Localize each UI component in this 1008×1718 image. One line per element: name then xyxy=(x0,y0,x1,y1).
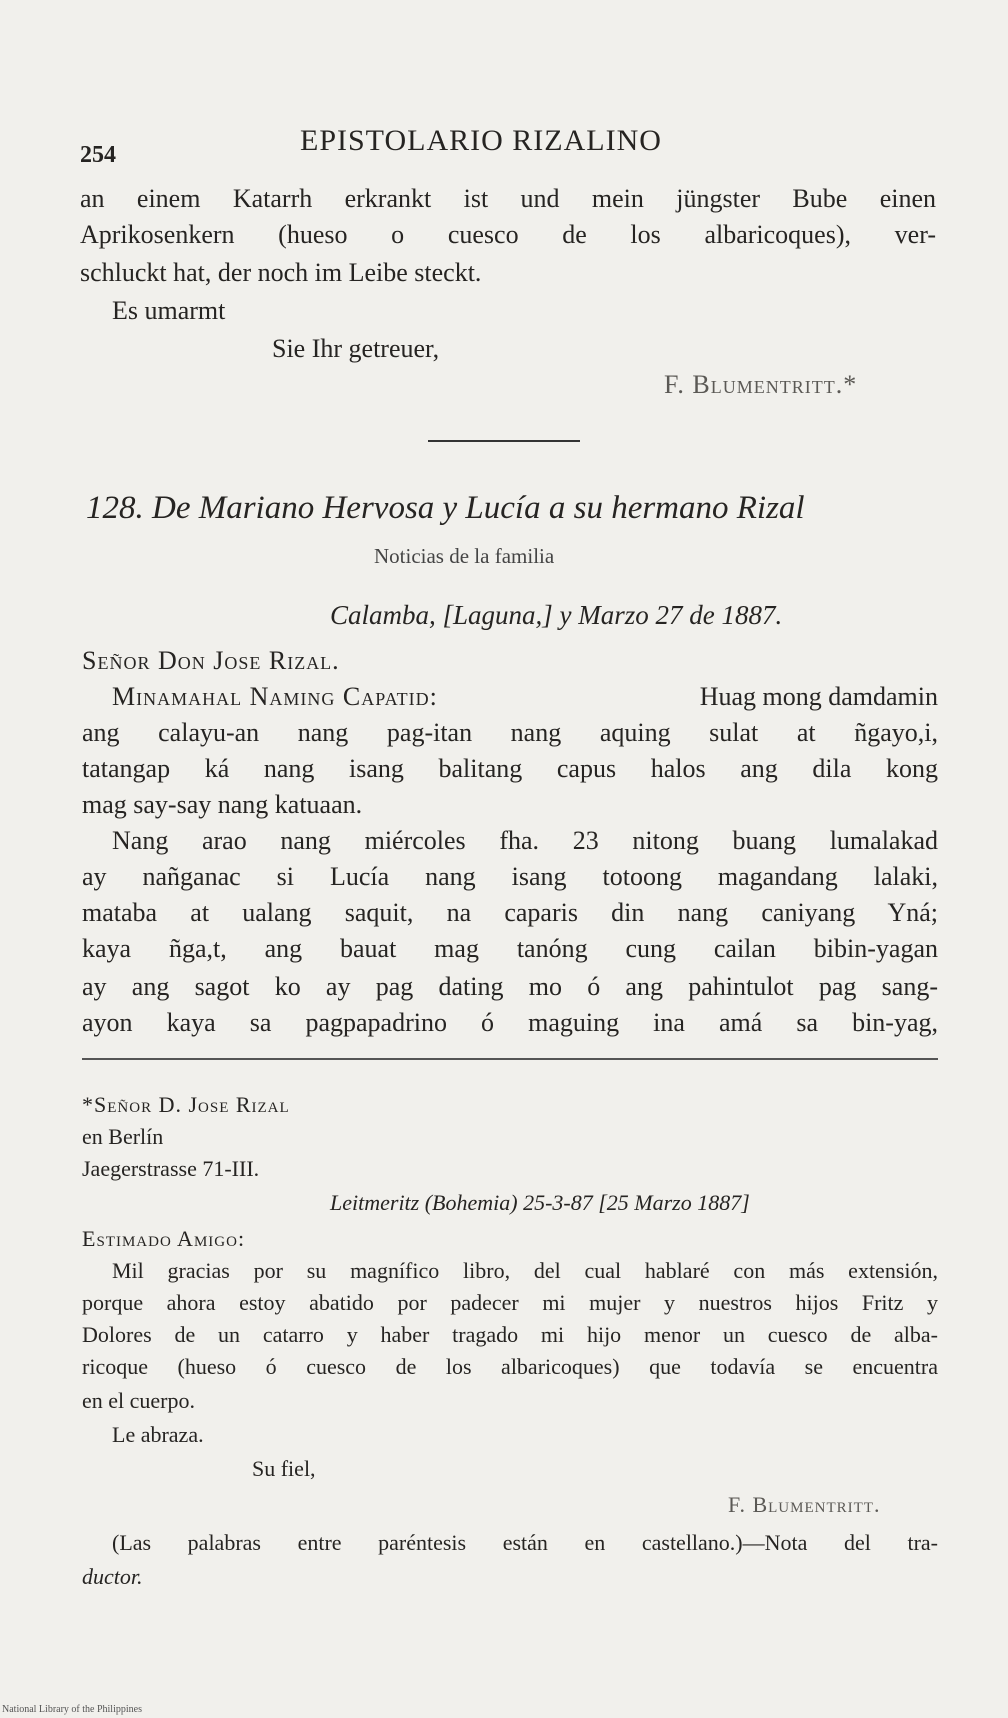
prev-letter-line-3: schluckt hat, der noch im Leibe steckt. xyxy=(80,258,482,287)
paragraph-2-line-1: Nang arao nang miércoles fha. 23 nitong buang lumalakad xyxy=(112,826,938,855)
footnote-salutation: Estimado Amigo: xyxy=(82,1226,246,1251)
footnote-address-1: *Señor D. Jose Rizal xyxy=(82,1092,290,1117)
translator-note-line-2: ductor. xyxy=(82,1564,143,1589)
paragraph-2-line-5: ay ang sagot ko ay pag dating mo ó ang pahintulot pag sang- xyxy=(82,972,938,1001)
page-number: 254 xyxy=(80,142,116,168)
translator-note-line-1: (Las palabras entre paréntesis están en castellano.)—Nota del tra- xyxy=(112,1530,938,1555)
footnote-closing: Le abraza. xyxy=(112,1422,204,1447)
footnote-body-line-3: Dolores de un catarro y haber tragado mi hijo menor un cuesco de alba- xyxy=(82,1322,938,1347)
footnote-place-date: Leitmeritz (Bohemia) 25-3-87 [25 Marzo 1887] xyxy=(330,1190,750,1215)
letter-subheading: Noticias de la familia xyxy=(374,544,555,568)
paragraph-2-line-6: ayon kaya sa pagpapadrino ó maguing ina amá sa bin-yag, xyxy=(82,1008,938,1037)
paragraph-1-start: Huag mong damdamin xyxy=(699,682,938,711)
prev-letter-valediction: Sie Ihr getreuer, xyxy=(272,334,440,363)
footnote-address-2: en Berlín xyxy=(82,1124,164,1149)
prev-letter-line-2: Aprikosenkern (hueso o cuesco de los albaricoques), ver- xyxy=(80,220,936,249)
footnote-address-3: Jaegerstrasse 71-III. xyxy=(82,1156,260,1181)
footnote-body-line-1: Mil gracias por su magnífico libro, del cual hablaré con más extensión, xyxy=(112,1258,938,1283)
letter-salutation-line xyxy=(112,680,938,714)
footnote-body-line-5: en el cuerpo. xyxy=(82,1388,195,1413)
section-divider xyxy=(428,440,580,442)
letter-addressee: Señor Don Jose Rizal. xyxy=(82,646,340,675)
paragraph-2-line-2: ay nañganac si Lucía nang isang totoong magandang lalaki, xyxy=(82,862,938,891)
prev-letter-closing: Es umarmt xyxy=(112,296,226,325)
footnote-valediction: Su fiel, xyxy=(252,1456,316,1481)
prev-letter-signature: F. Blumentritt.* xyxy=(664,370,858,399)
library-imprint: National Library of the Philippines xyxy=(2,1704,142,1715)
footnote-signature: F. Blumentritt. xyxy=(728,1492,881,1517)
paragraph-1-line-3: tatangap ká nang isang balitang capus halos ang dila kong xyxy=(82,754,938,783)
footnote-divider xyxy=(82,1058,938,1060)
footnote-body-line-4: ricoque (hueso ó cuesco de los albaricoques) que todavía se encuentra xyxy=(82,1354,938,1379)
paragraph-2-line-4: kaya ñga,t, ang bauat mag tanóng cung cailan bibin-yagan xyxy=(82,934,938,963)
paragraph-1-line-2: ang calayu-an nang pag-itan nang aquing sulat at ñgayo,i, xyxy=(82,718,938,747)
letter-heading: 128. De Mariano Hervosa y Lucía a su hermano Rizal xyxy=(86,490,805,526)
paragraph-2-line-3: mataba at ualang saquit, na caparis din nang caniyang Yná; xyxy=(82,898,938,927)
footnote-body-line-2: porque ahora estoy abatido por padecer mi mujer y nuestros hijos Fritz y xyxy=(82,1290,938,1315)
letter-salutation: Minamahal Naming Capatid: xyxy=(112,682,438,711)
letter-place-date: Calamba, [Laguna,] y Marzo 27 de 1887. xyxy=(330,600,783,630)
paragraph-1-line-4: mag say-say nang katuaan. xyxy=(82,790,363,819)
prev-letter-line-1: an einem Katarrh erkrankt ist und mein jüngster Bube einen xyxy=(80,184,936,213)
running-header-title: EPISTOLARIO RIZALINO xyxy=(300,124,662,157)
